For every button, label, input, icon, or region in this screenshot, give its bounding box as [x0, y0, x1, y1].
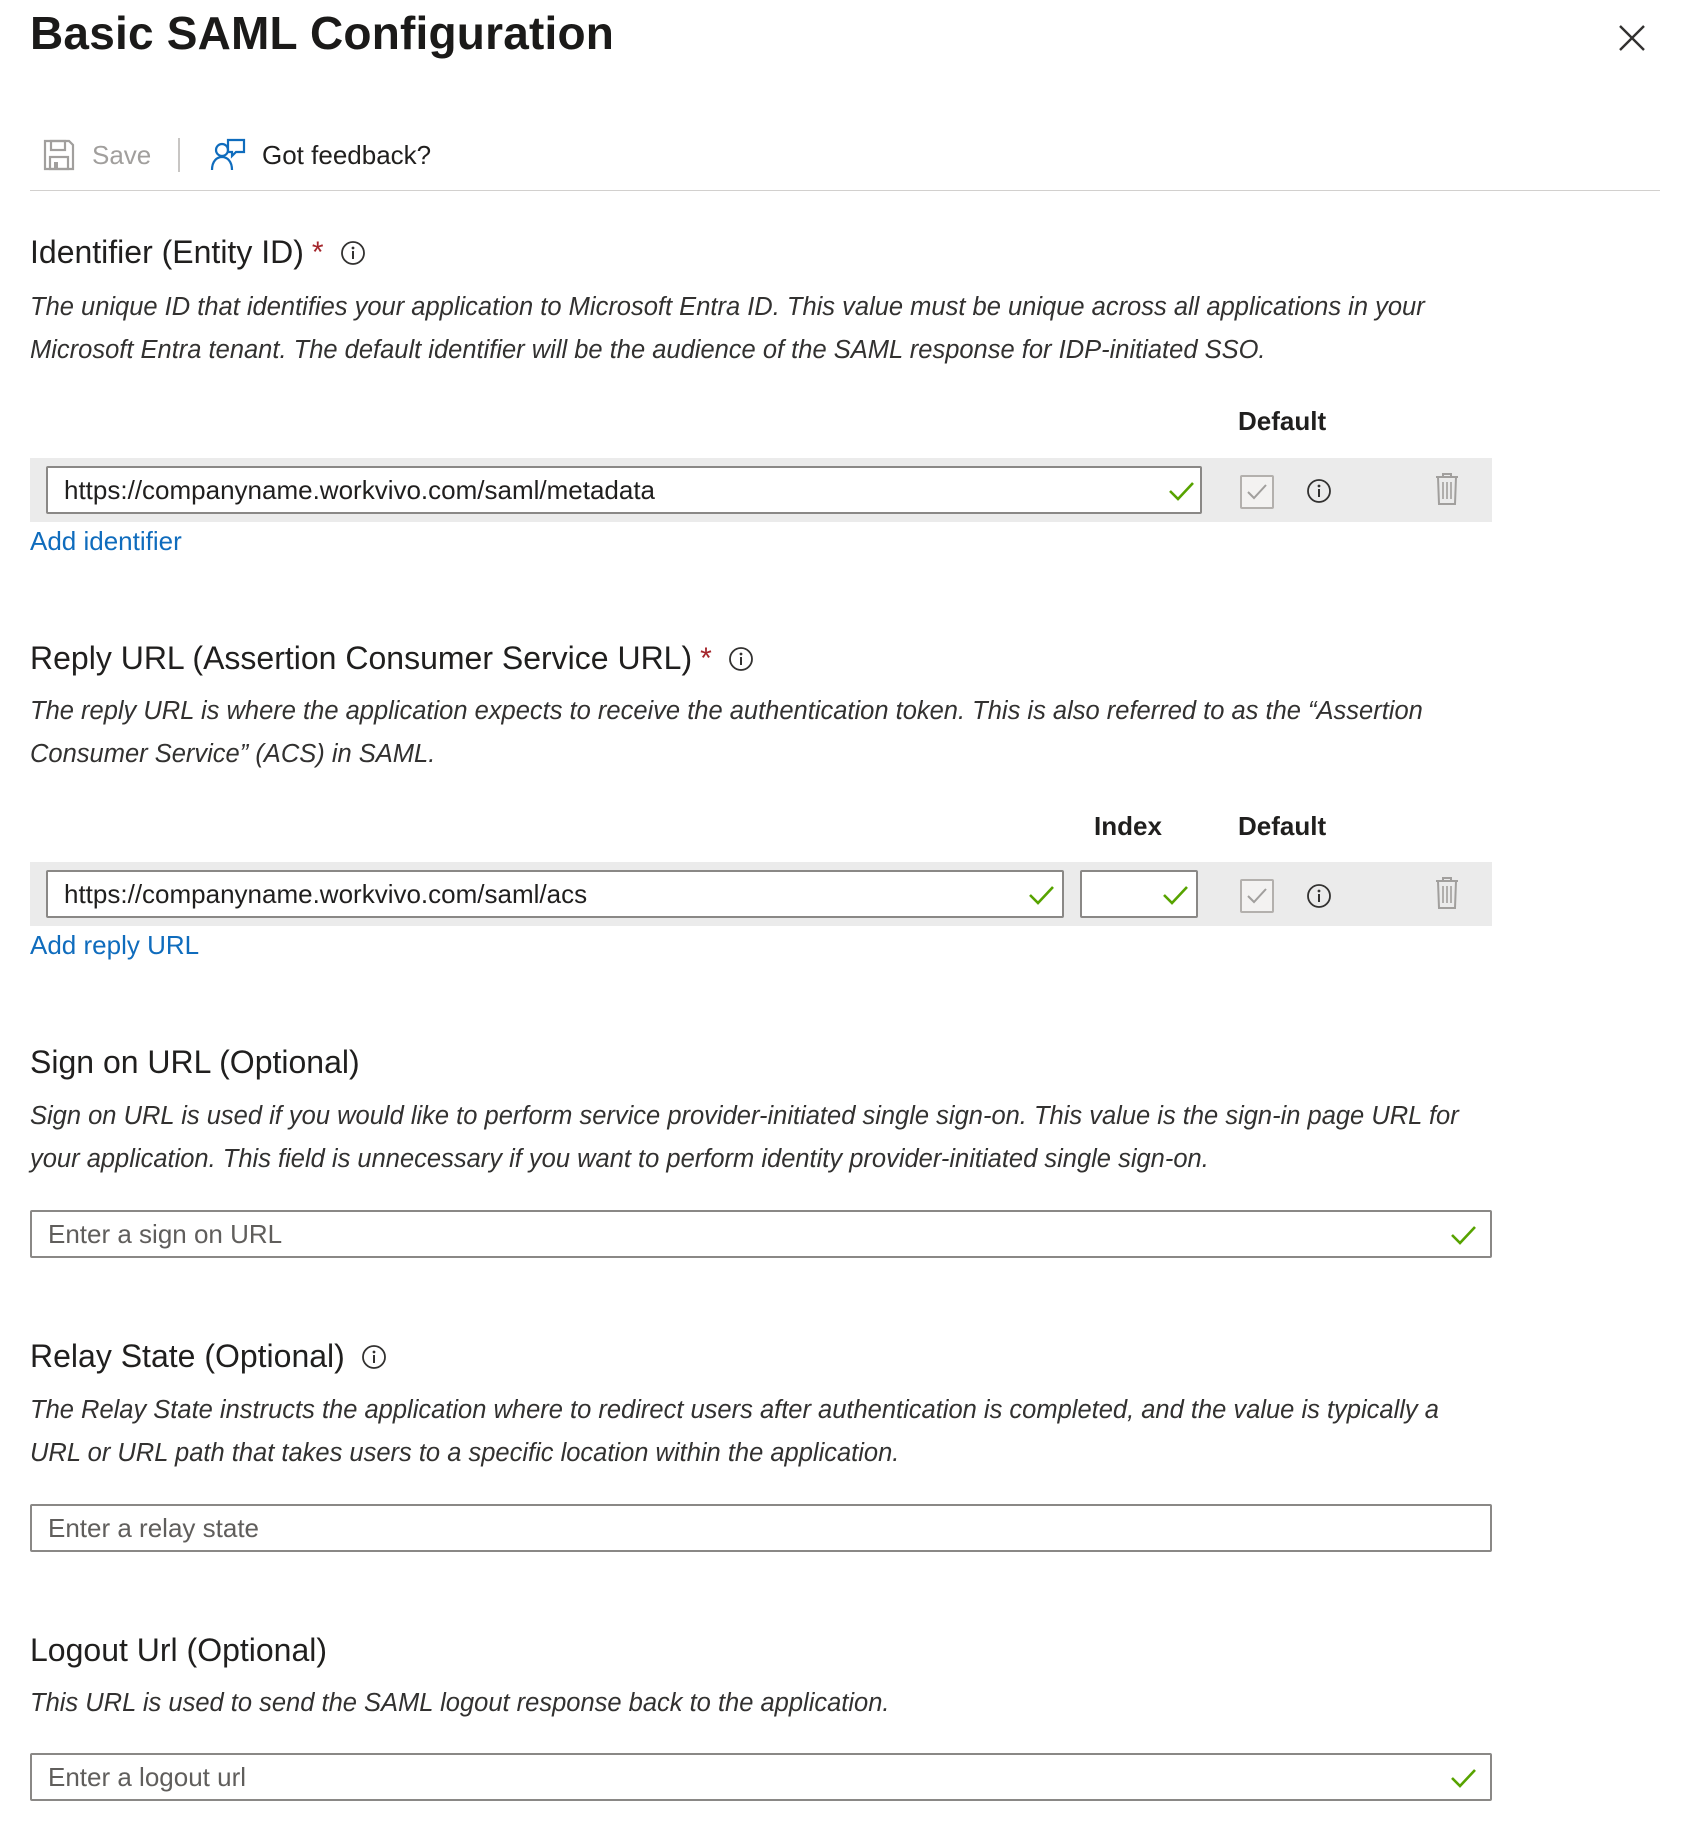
- relay-state-heading: [30, 1338, 387, 1375]
- sign-on-url-label: Sign on URL (Optional): [30, 1044, 360, 1080]
- sign-on-url-description: Sign on URL is used if you would like to perform service provider-initiated single sign-on. This value is the sign-in page URL for your application. This field is unnecessary if you want to perform identity provider-initiated single sign-on.: [30, 1102, 1459, 1173]
- checkmark-icon: [1242, 477, 1272, 507]
- reply-url-description: The reply URL is where the application expects to receive the authentication token. This is also referred to as the “Assertion Consumer Service” (ACS) in SAML.: [30, 697, 1423, 768]
- feedback-button[interactable]: [210, 130, 431, 180]
- default-checkbox[interactable]: [1240, 475, 1274, 509]
- valid-check-icon: [1166, 476, 1196, 506]
- delete-icon[interactable]: [1434, 876, 1460, 910]
- relay-state-label: Relay State (Optional): [30, 1338, 345, 1374]
- info-icon[interactable]: [1306, 883, 1332, 909]
- identifier-description: The unique ID that identifies your application to Microsoft Entra ID. This value must be unique across all applications in your Microsoft Entra tenant. The default identifier will be the audience of the SAML response for IDP-initiated SSO.: [30, 293, 1425, 364]
- checkmark-icon: [1242, 881, 1272, 911]
- relay-state-description: The Relay State instructs the application where to redirect users after authentication is completed, and the value is typically a URL or URL path that takes users to a specific location within the application.: [30, 1396, 1439, 1467]
- required-mark: *: [311, 235, 324, 269]
- info-icon[interactable]: [361, 1344, 387, 1370]
- identifier-input[interactable]: [46, 466, 1202, 514]
- default-column-header: Default: [1238, 406, 1327, 436]
- reply-url-label: Reply URL (Assertion Consumer Service URL): [30, 640, 693, 676]
- add-identifier-link[interactable]: Add identifier: [30, 526, 182, 556]
- save-button[interactable]: [42, 130, 151, 180]
- info-icon[interactable]: [1306, 478, 1332, 504]
- valid-check-icon: [1448, 1763, 1478, 1793]
- close-button[interactable]: [1612, 18, 1652, 58]
- default-column-header: Default: [1238, 811, 1327, 841]
- feedback-icon: [210, 137, 246, 173]
- reply-url-heading: [30, 640, 754, 677]
- command-bar: [30, 130, 1660, 180]
- toolbar-divider: [30, 190, 1660, 191]
- identifier-label: Identifier (Entity ID): [30, 234, 304, 270]
- add-reply-url-link[interactable]: Add reply URL: [30, 930, 200, 960]
- index-column-header: Index: [1094, 811, 1162, 841]
- save-label: Save: [92, 139, 152, 170]
- logout-url-description: This URL is used to send the SAML logout response back to the application.: [30, 1689, 890, 1717]
- toolbar-separator: [178, 138, 180, 172]
- valid-check-icon: [1160, 880, 1190, 910]
- delete-icon[interactable]: [1434, 472, 1460, 506]
- valid-check-icon: [1026, 880, 1056, 910]
- identifier-heading: [30, 234, 366, 271]
- info-icon[interactable]: [340, 240, 366, 266]
- save-icon: [42, 138, 76, 172]
- sign-on-url-input[interactable]: [30, 1210, 1492, 1258]
- info-icon[interactable]: [728, 646, 754, 672]
- feedback-label: Got feedback?: [262, 139, 432, 170]
- logout-url-input[interactable]: [30, 1753, 1492, 1801]
- valid-check-icon: [1448, 1220, 1478, 1250]
- required-mark: *: [700, 641, 712, 675]
- close-icon: [1612, 18, 1652, 58]
- relay-state-input[interactable]: [30, 1504, 1492, 1552]
- panel-title: Basic SAML Configuration: [30, 7, 615, 59]
- default-checkbox[interactable]: [1240, 879, 1274, 913]
- reply-url-input[interactable]: [46, 870, 1064, 918]
- logout-url-label: Logout Url (Optional): [30, 1632, 328, 1668]
